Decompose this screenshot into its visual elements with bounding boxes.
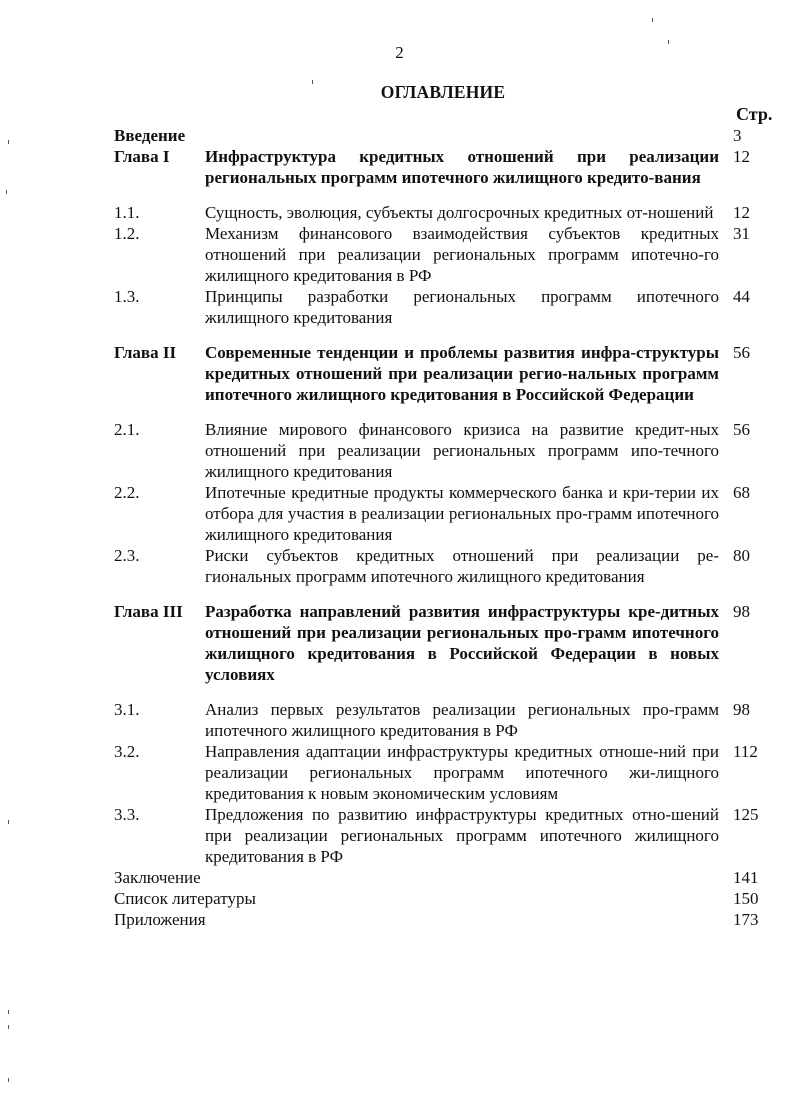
toc-entry-page: 56	[733, 343, 750, 362]
toc-entry-2-2	[114, 482, 774, 545]
table-of-contents	[114, 125, 774, 930]
toc-entry-chapter-3	[114, 601, 774, 685]
page-column-label: Стр.	[736, 104, 773, 124]
toc-entry-label: 2.1.	[114, 420, 140, 439]
scan-speck	[8, 1010, 9, 1014]
toc-entry-1-2	[114, 223, 774, 286]
scan-speck	[8, 140, 9, 144]
toc-entry-1-1	[114, 202, 774, 223]
toc-entry-text: Ипотечные кредитные продукты коммерческого банка и кри-терии их отбора для участия в реализации региональных про-грамм ипотечного жилищного кредитования	[205, 483, 719, 544]
toc-entry-3-2	[114, 741, 774, 804]
scan-speck	[668, 40, 669, 44]
toc-entry-page: 44	[733, 287, 750, 306]
scan-speck	[6, 190, 7, 194]
toc-entry-label: 3.1.	[114, 700, 140, 719]
toc-entry-text: Направления адаптации инфраструктуры кредитных отноше-ний при реализации региональных программ ипотечного жи-лищного кредитования к новым экономическим условиям	[205, 742, 719, 803]
toc-entry-1-3	[114, 286, 774, 328]
toc-entry-page: 31	[733, 224, 750, 243]
toc-entry-2-1	[114, 419, 774, 482]
toc-entry-page: 68	[733, 483, 750, 502]
toc-entry-label: 2.2.	[114, 483, 140, 502]
toc-entry-intro	[114, 125, 774, 146]
toc-entry-text: Предложения по развитию инфраструктуры кредитных отно-шений при реализации региональных программ ипотечного жилищного кредитования в РФ	[205, 805, 719, 866]
page-title: ОГЛАВЛЕНИЕ	[380, 82, 506, 102]
toc-entry-page: 98	[733, 602, 750, 621]
toc-entry-page: 3	[733, 126, 742, 145]
toc-entry-label: Список литературы	[114, 889, 256, 908]
toc-entry-3-3	[114, 804, 774, 867]
scan-speck	[312, 80, 313, 84]
toc-entry-label: Заключение	[114, 868, 201, 887]
toc-entry-label: 2.3.	[114, 546, 140, 565]
toc-entry-appendices	[114, 909, 774, 930]
page-number: 2	[395, 43, 404, 62]
toc-entry-label: Приложения	[114, 910, 206, 929]
scan-speck	[8, 1025, 9, 1029]
toc-entry-page: 56	[733, 420, 750, 439]
scan-speck	[8, 820, 9, 824]
scan-speck	[652, 18, 653, 22]
toc-entry-3-1	[114, 699, 774, 741]
toc-entry-text: Инфраструктура кредитных отношений при реализации региональных программ ипотечного жилищного кредито-вания	[205, 147, 719, 187]
toc-entry-label: Глава I	[114, 147, 170, 166]
toc-entry-page: 112	[733, 742, 758, 761]
toc-entry-page: 12	[733, 147, 750, 166]
toc-entry-page: 150	[733, 889, 759, 908]
toc-entry-label: 3.2.	[114, 742, 140, 761]
toc-entry-page: 80	[733, 546, 750, 565]
toc-entry-bibliography	[114, 888, 774, 909]
toc-entry-label: 1.3.	[114, 287, 140, 306]
toc-entry-text: Риски субъектов кредитных отношений при реализации ре-гиональных программ ипотечного жилищного кредитования	[205, 546, 719, 586]
toc-entry-page: 141	[733, 868, 759, 887]
toc-entry-label: 1.2.	[114, 224, 140, 243]
toc-entry-label: Глава III	[114, 602, 183, 621]
toc-entry-page: 125	[733, 805, 759, 824]
toc-entry-page: 98	[733, 700, 750, 719]
toc-entry-chapter-2	[114, 342, 774, 405]
toc-entry-label: Глава II	[114, 343, 177, 362]
toc-entry-conclusion	[114, 867, 774, 888]
toc-entry-text: Влияние мирового финансового кризиса на развитие кредит-ных отношений при реализации региональных программ ипо-течного жилищного кредитования	[205, 420, 719, 481]
toc-entry-page: 12	[733, 203, 750, 222]
toc-entry-text: Принципы разработки региональных программ ипотечного жилищного кредитования	[205, 287, 719, 327]
toc-entry-label: 3.3.	[114, 805, 140, 824]
toc-entry-text: Механизм финансового взаимодействия субъектов кредитных отношений при реализации региональных программ ипотечно-го жилищного кредитования в РФ	[205, 224, 719, 285]
scan-speck	[8, 1078, 9, 1082]
toc-entry-text: Разработка направлений развития инфраструктуры кре-дитных отношений при реализации региональных про-грамм ипотечного жилищного кредитования в Российской Федерации в новых условиях	[205, 602, 719, 684]
toc-entry-text: Сущность, эволюция, субъекты долгосрочных кредитных от-ношений	[205, 203, 714, 222]
toc-entry-label: Введение	[114, 126, 186, 145]
toc-entry-text: Современные тенденции и проблемы развития инфра-структуры кредитных отношений при реализации регио-нальных программ ипотечного жилищного кредитования в Российской Федерации	[205, 343, 719, 404]
toc-entry-2-3	[114, 545, 774, 587]
toc-entry-page: 173	[733, 910, 759, 929]
toc-entry-chapter-1	[114, 146, 774, 188]
toc-entry-label: 1.1.	[114, 203, 140, 222]
toc-entry-text: Анализ первых результатов реализации региональных про-грамм ипотечного жилищного кредитования в РФ	[205, 700, 719, 740]
